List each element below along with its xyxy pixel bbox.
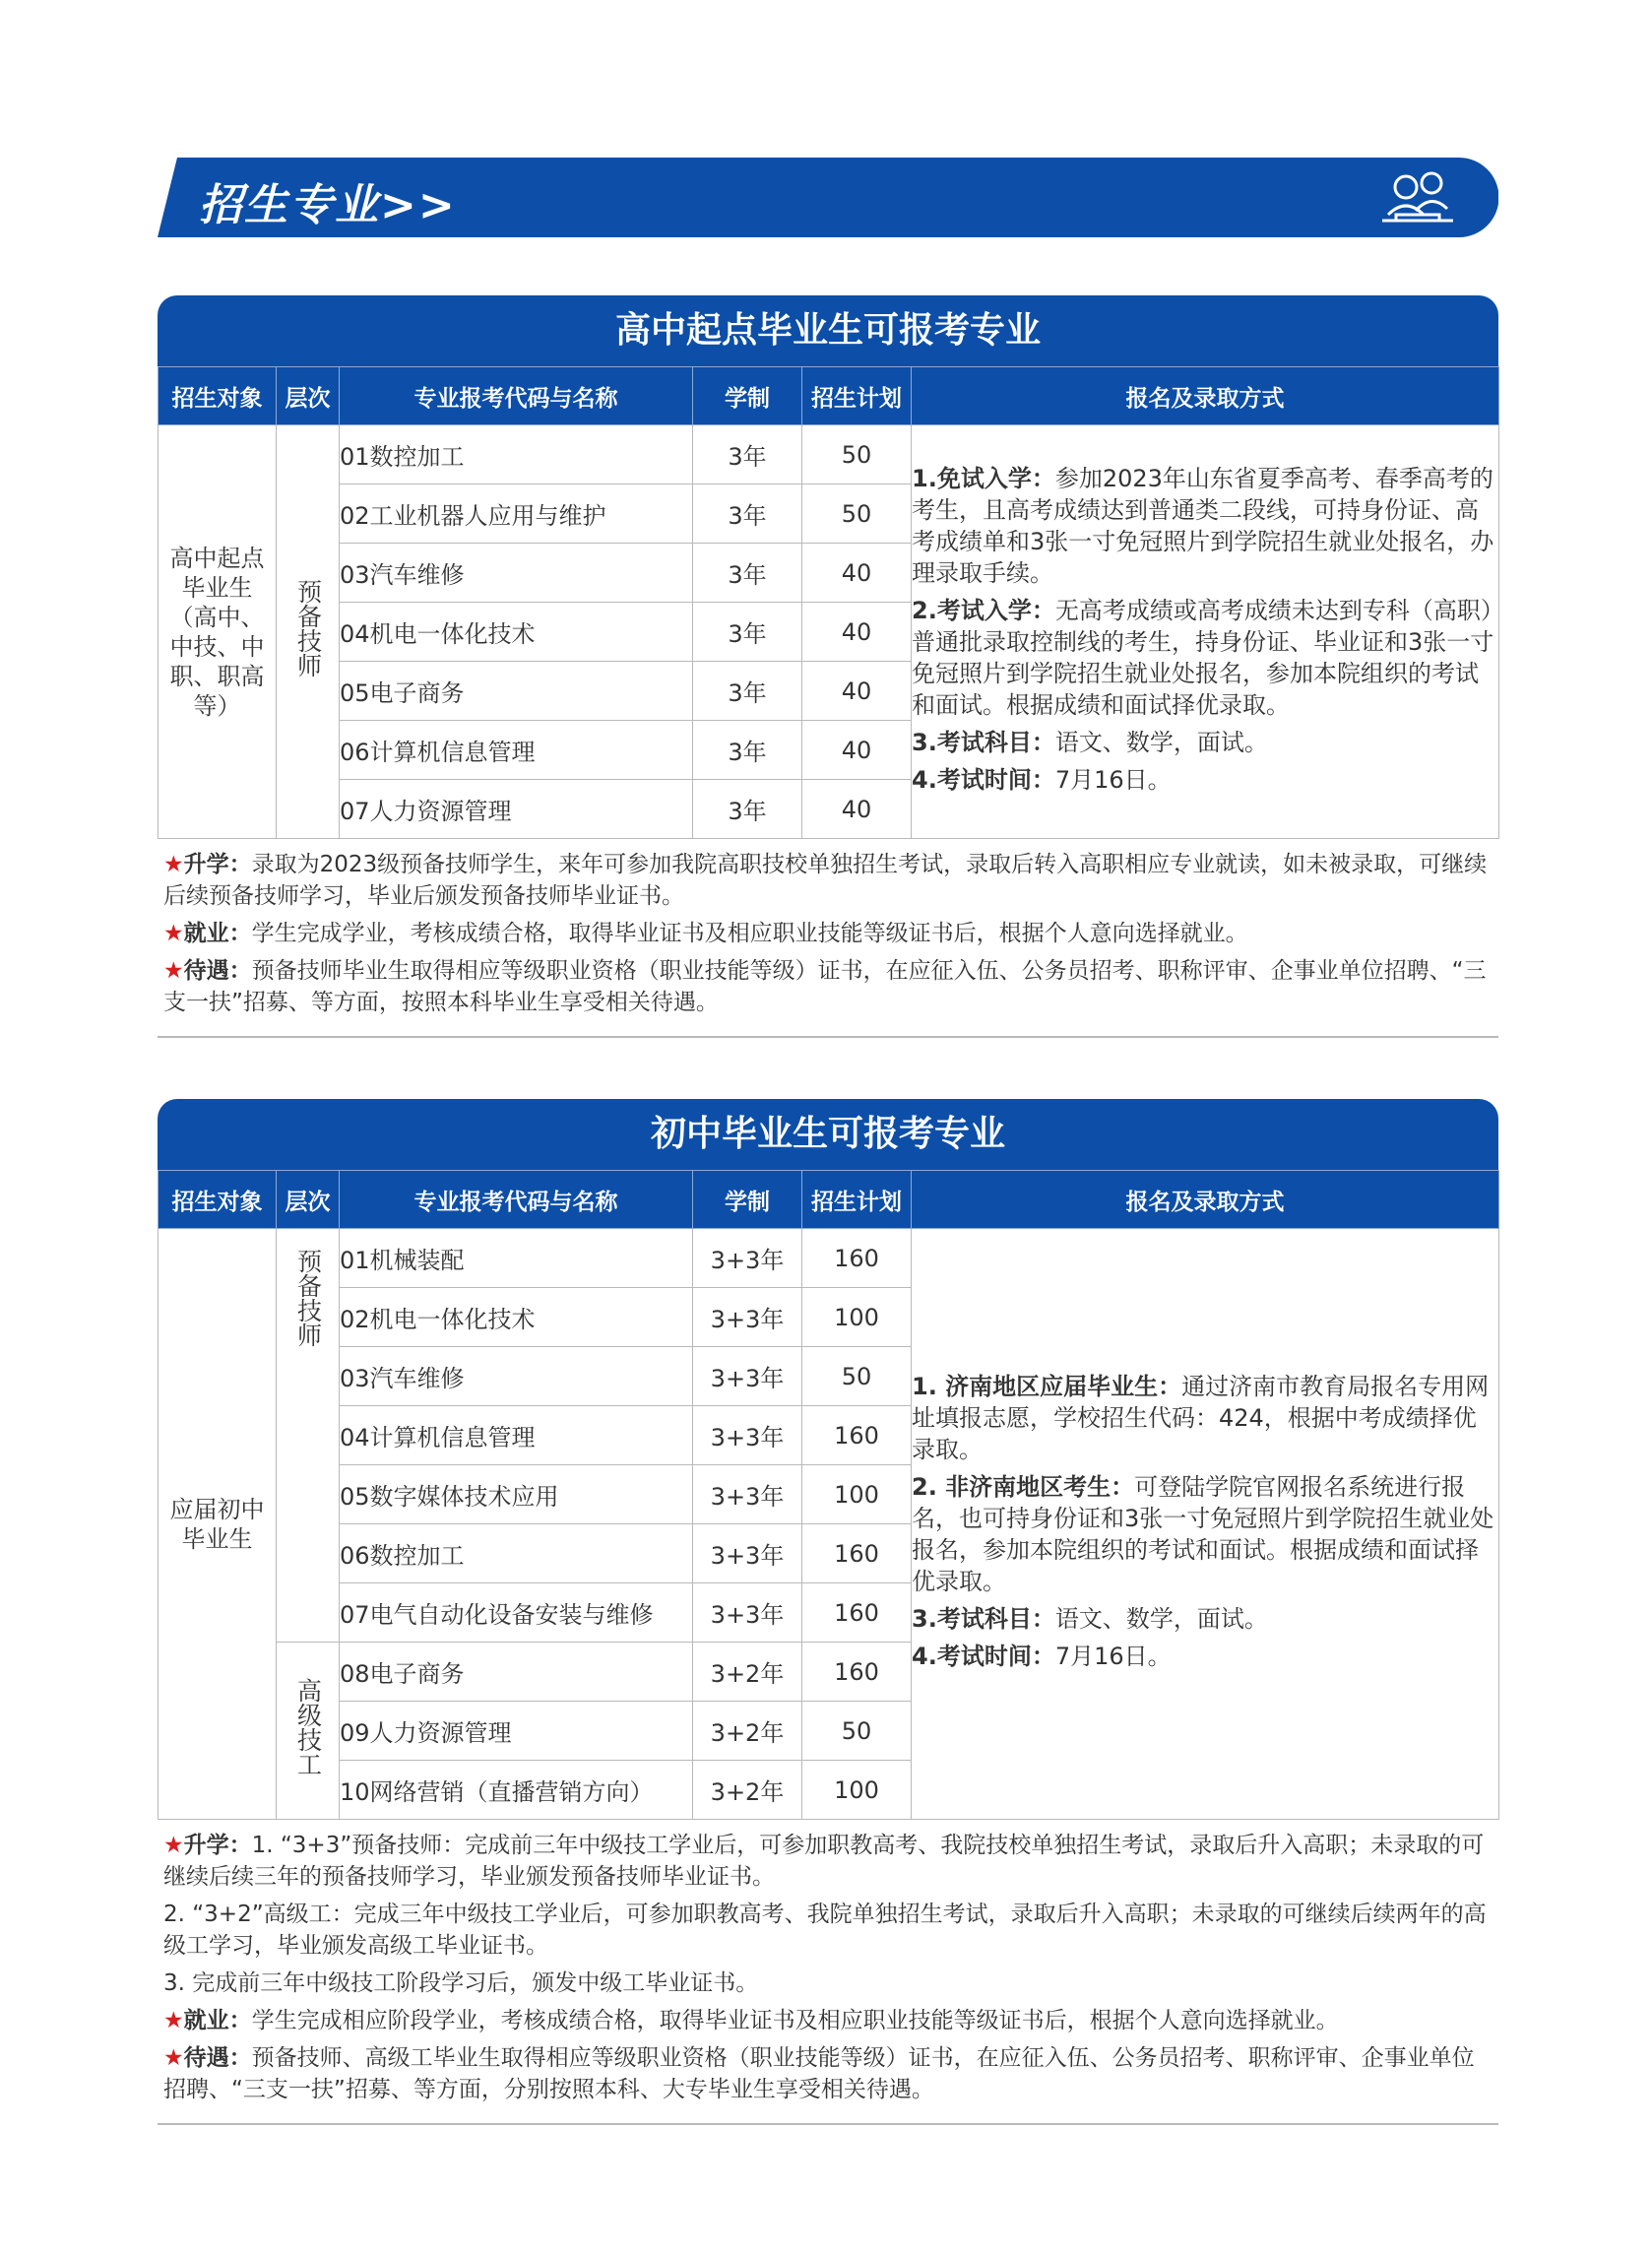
major-name: 09人力资源管理 bbox=[340, 1702, 693, 1761]
major-plan: 40 bbox=[802, 544, 912, 603]
major-years: 3+3年 bbox=[693, 1229, 802, 1288]
major-plan: 100 bbox=[802, 1465, 912, 1524]
method-item bbox=[912, 1471, 1498, 1597]
level-cell bbox=[277, 1229, 340, 1643]
method-text: 参加2023年山东省夏季高考、春季高考的考生，且高考成绩达到普通类二段线，可持身份证、高考成绩单和3张一寸免冠照片到学院招生就业处报名，办理录取手续。 bbox=[912, 464, 1494, 587]
note-item bbox=[163, 918, 1493, 949]
students-icon bbox=[1378, 163, 1457, 230]
level-cell bbox=[277, 425, 340, 839]
major-years: 3+2年 bbox=[693, 1702, 802, 1761]
major-name: 05电子商务 bbox=[340, 662, 693, 721]
major-plan: 50 bbox=[802, 484, 912, 544]
note-text: 学生完成学业，考核成绩合格，取得毕业证书及相应职业技能等级证书后，根据个人意向选择就业。 bbox=[251, 921, 1248, 946]
method-label: 3.考试科目： bbox=[912, 1604, 1055, 1633]
major-years: 3+3年 bbox=[693, 1583, 802, 1643]
col-header-target: 招生对象 bbox=[159, 367, 277, 425]
major-plan: 160 bbox=[802, 1583, 912, 1643]
target-cell bbox=[159, 425, 277, 839]
major-years: 3年 bbox=[693, 603, 802, 662]
major-plan: 50 bbox=[802, 1347, 912, 1406]
col-header-plan: 招生计划 bbox=[802, 367, 912, 425]
major-plan: 40 bbox=[802, 721, 912, 780]
method-label: 2.考试入学： bbox=[912, 596, 1055, 624]
major-name: 04机电一体化技术 bbox=[340, 603, 693, 662]
majors-table bbox=[158, 1170, 1499, 1820]
major-years: 3年 bbox=[693, 425, 802, 484]
star-icon: ★ bbox=[163, 1833, 184, 1858]
major-name: 06计算机信息管理 bbox=[340, 721, 693, 780]
major-name: 02机电一体化技术 bbox=[340, 1288, 693, 1347]
major-name: 01机械装配 bbox=[340, 1229, 693, 1288]
col-header-plan: 招生计划 bbox=[802, 1171, 912, 1229]
major-years: 3+3年 bbox=[693, 1465, 802, 1524]
major-years: 3+3年 bbox=[693, 1524, 802, 1583]
major-name: 07电气自动化设备安装与维修 bbox=[340, 1583, 693, 1643]
major-plan: 100 bbox=[802, 1288, 912, 1347]
major-years: 3年 bbox=[693, 662, 802, 721]
col-header-level: 层次 bbox=[277, 1171, 340, 1229]
method-item bbox=[912, 727, 1498, 758]
major-years: 3+2年 bbox=[693, 1761, 802, 1820]
method-text: 语文、数学，面试。 bbox=[1054, 728, 1268, 756]
method-item bbox=[912, 764, 1498, 796]
major-name: 03汽车维修 bbox=[340, 1347, 693, 1406]
note-item bbox=[163, 955, 1493, 1018]
note-item bbox=[163, 1967, 1493, 1999]
col-header-years: 学制 bbox=[693, 367, 802, 425]
major-years: 3+3年 bbox=[693, 1406, 802, 1465]
majors-table bbox=[158, 366, 1499, 839]
note-label: 就业： bbox=[183, 921, 252, 946]
note-label: 待遇： bbox=[183, 958, 252, 984]
major-name: 05数字媒体技术应用 bbox=[340, 1465, 693, 1524]
section-high-school bbox=[158, 295, 1498, 1038]
col-header-method: 报名及录取方式 bbox=[912, 1171, 1499, 1229]
level-text: 高级技工 bbox=[293, 1678, 323, 1776]
note-item bbox=[163, 1899, 1493, 1962]
note-text: 录取为2023级预备技师学生，来年可参加我院高职技校单独招生考试，录取后转入高职相应专业就读，如未被录取，可继续后续预备技师学习，毕业后颁发预备技师毕业证书。 bbox=[163, 852, 1488, 909]
major-years: 3年 bbox=[693, 721, 802, 780]
note-item bbox=[163, 1830, 1493, 1893]
method-label: 2. 非济南地区考生： bbox=[912, 1472, 1135, 1501]
note-label: 升学： bbox=[183, 852, 252, 877]
major-name: 03汽车维修 bbox=[340, 544, 693, 603]
method-item bbox=[912, 1371, 1498, 1465]
notes-block bbox=[158, 1820, 1498, 2125]
star-icon: ★ bbox=[163, 2008, 184, 2033]
major-plan: 50 bbox=[802, 1702, 912, 1761]
banner-title: 招生专业>> bbox=[199, 180, 457, 230]
table-header-row bbox=[159, 1171, 1499, 1229]
major-plan: 50 bbox=[802, 425, 912, 484]
method-label: 3.考试科目： bbox=[912, 728, 1055, 756]
method-item bbox=[912, 1603, 1498, 1635]
major-plan: 40 bbox=[802, 662, 912, 721]
method-text: 语文、数学，面试。 bbox=[1054, 1604, 1268, 1633]
major-years: 3年 bbox=[693, 544, 802, 603]
major-years: 3+3年 bbox=[693, 1288, 802, 1347]
note-text: 学生完成相应阶段学业，考核成绩合格，取得毕业证书及相应职业技能等级证书后，根据个人意向选择就业。 bbox=[251, 2008, 1339, 2033]
major-name: 04计算机信息管理 bbox=[340, 1406, 693, 1465]
major-plan: 160 bbox=[802, 1524, 912, 1583]
method-label: 4.考试时间： bbox=[912, 765, 1055, 794]
method-text: 可登陆学院官网报名系统进行报名，也可持身份证和3张一寸免冠照片到学院招生就业处报名，参加本院组织的考试和面试。根据成绩和面试择优录取。 bbox=[912, 1472, 1494, 1595]
note-text: 预备技师毕业生取得相应等级职业资格（职业技能等级）证书，在应征入伍、公务员招考、职称评审、企事业单位招聘、“三支一扶”招募、等方面，按照本科毕业生享受相关待遇。 bbox=[163, 958, 1487, 1015]
note-item bbox=[163, 2042, 1493, 2105]
note-item bbox=[163, 2005, 1493, 2036]
col-header-level: 层次 bbox=[277, 367, 340, 425]
section-junior-school bbox=[158, 1099, 1498, 2125]
method-item bbox=[912, 463, 1498, 589]
major-plan: 100 bbox=[802, 1761, 912, 1820]
major-plan: 40 bbox=[802, 780, 912, 839]
table-header-row bbox=[159, 367, 1499, 425]
major-name: 06数控加工 bbox=[340, 1524, 693, 1583]
method-label: 1. 济南地区应届毕业生： bbox=[912, 1372, 1182, 1400]
method-item bbox=[912, 595, 1498, 721]
method-label: 1.免试入学： bbox=[912, 464, 1055, 492]
section-banner bbox=[158, 158, 1498, 237]
major-name: 01数控加工 bbox=[340, 425, 693, 484]
method-cell bbox=[912, 1229, 1499, 1820]
col-header-major: 专业报考代码与名称 bbox=[340, 367, 693, 425]
section-title: 高中起点毕业生可报考专业 bbox=[158, 295, 1498, 366]
method-text: 通过济南市教育局报名专用网址填报志愿，学校招生代码：424，根据中考成绩择优录取。 bbox=[912, 1372, 1490, 1463]
major-name: 10网络营销（直播营销方向） bbox=[340, 1761, 693, 1820]
major-plan: 160 bbox=[802, 1643, 912, 1702]
note-text: 2. “3+2”高级工：完成三年中级技工学业后，可参加职教高考、我院单独招生考试，录取后升入高职；未录取的可继续后续两年的高级工学习，毕业颁发高级工毕业证书。 bbox=[163, 1902, 1487, 1959]
major-years: 3年 bbox=[693, 484, 802, 544]
major-name: 02工业机器人应用与维护 bbox=[340, 484, 693, 544]
target-text: 应届初中毕业生 bbox=[169, 1495, 265, 1553]
method-text: 7月16日。 bbox=[1054, 1642, 1172, 1670]
note-label: 待遇： bbox=[183, 2045, 252, 2071]
method-text: 无高考成绩或高考成绩未达到专科（高职）普通批录取控制线的考生，持身份证、毕业证和3张一寸免冠照片到学院招生就业处报名，参加本院组织的考试和面试。根据成绩和面试择优录取。 bbox=[912, 596, 1494, 719]
star-icon: ★ bbox=[163, 958, 184, 984]
target-text: 高中起点毕业生（高中、中技、中职、职高等） bbox=[169, 544, 265, 720]
major-years: 3+2年 bbox=[693, 1643, 802, 1702]
star-icon: ★ bbox=[163, 2045, 184, 2071]
col-header-years: 学制 bbox=[693, 1171, 802, 1229]
major-plan: 160 bbox=[802, 1406, 912, 1465]
table-row bbox=[159, 1229, 1499, 1288]
level-text: 预备技师 bbox=[293, 1249, 323, 1347]
method-text: 7月16日。 bbox=[1054, 765, 1172, 794]
star-icon: ★ bbox=[163, 921, 184, 946]
notes-block bbox=[158, 839, 1498, 1038]
level-cell bbox=[277, 1643, 340, 1820]
note-text: 预备技师、高级工毕业生取得相应等级职业资格（职业技能等级）证书，在应征入伍、公务员招考、职称评审、企事业单位招聘、“三支一扶”招募、等方面，分别按照本科、大专毕业生享受相关待遇。 bbox=[163, 2045, 1475, 2102]
note-text: 1. “3+3”预备技师：完成前三年中级技工学业后，可参加职教高考、我院技校单独招生考试，录取后升入高职；未录取的可继续后续三年的预备技师学习，毕业颁发预备技师毕业证书。 bbox=[163, 1833, 1485, 1890]
col-header-major: 专业报考代码与名称 bbox=[340, 1171, 693, 1229]
method-cell bbox=[912, 425, 1499, 839]
level-text: 预备技师 bbox=[293, 579, 323, 677]
major-years: 3年 bbox=[693, 780, 802, 839]
note-item bbox=[163, 849, 1493, 912]
major-name: 08电子商务 bbox=[340, 1643, 693, 1702]
method-label: 4.考试时间： bbox=[912, 1642, 1055, 1670]
section-title: 初中毕业生可报考专业 bbox=[158, 1099, 1498, 1170]
major-plan: 40 bbox=[802, 603, 912, 662]
major-years: 3+3年 bbox=[693, 1347, 802, 1406]
major-name: 07人力资源管理 bbox=[340, 780, 693, 839]
note-label: 升学： bbox=[183, 1833, 252, 1858]
note-text: 3. 完成前三年中级技工阶段学习后，颁发中级工毕业证书。 bbox=[163, 1970, 759, 1996]
col-header-target: 招生对象 bbox=[159, 1171, 277, 1229]
note-label: 就业： bbox=[183, 2008, 252, 2033]
star-icon: ★ bbox=[163, 852, 184, 877]
method-item bbox=[912, 1641, 1498, 1672]
col-header-method: 报名及录取方式 bbox=[912, 367, 1499, 425]
target-cell bbox=[159, 1229, 277, 1820]
table-row bbox=[159, 425, 1499, 484]
major-plan: 160 bbox=[802, 1229, 912, 1288]
